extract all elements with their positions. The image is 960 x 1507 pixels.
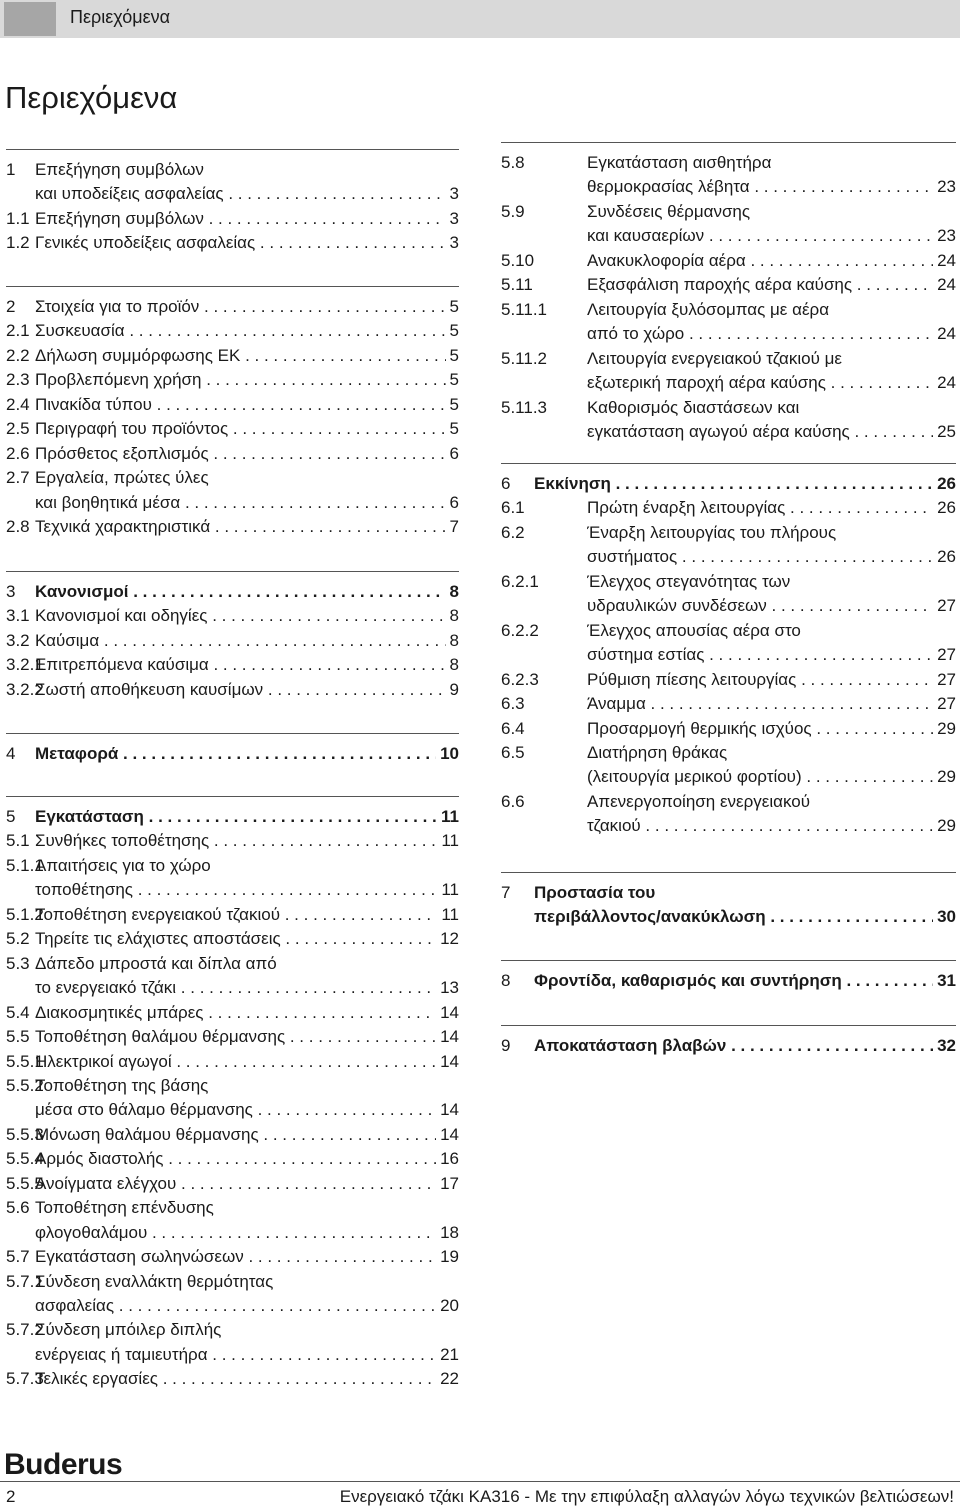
toc-entry-title: Περιγραφή του προϊόντος . . . (35, 418, 459, 440)
toc-entry-number: 2 (6, 297, 16, 316)
toc-entry-title: Ρύθμιση πίεσης λειτουργίας . . . (587, 669, 956, 691)
toc-entry-title: εγκατάσταση αγωγού αέρα καύσης . . . (587, 421, 956, 443)
toc-entry-title: Στοιχεία για το προϊόν . . . (35, 296, 459, 318)
toc-entry-title: Επεξήγηση συμβόλων . . . (35, 208, 459, 230)
toc-entry-page: 14 (436, 1002, 459, 1024)
toc-entry[interactable] (6, 159, 459, 181)
toc-entry-page: 27 (933, 595, 956, 617)
toc-entry-title: και υποδείξεις ασφαλείας . . . (35, 183, 459, 205)
toc-entry-title: τζακιού . . . (587, 815, 956, 837)
toc-entry[interactable] (501, 176, 956, 198)
toc-entry-number: 5.5.2 (6, 1075, 44, 1095)
toc-entry[interactable] (6, 1124, 459, 1146)
toc-entry[interactable] (501, 620, 956, 642)
toc-entry-page: 11 (437, 806, 459, 828)
toc-entry[interactable] (6, 320, 459, 342)
toc-entry-page: 14 (436, 1099, 459, 1121)
toc-entry-number: 2.5 (6, 419, 30, 439)
toc-entry[interactable] (501, 815, 956, 837)
toc-entry-number: 5.7 (6, 1247, 30, 1267)
toc-entry[interactable] (501, 791, 956, 813)
toc-entry[interactable] (6, 208, 459, 230)
toc-entry[interactable] (6, 1002, 459, 1024)
toc-entry-title: Εγκατάσταση αισθητήρα (587, 153, 772, 172)
toc-entry-title: Διακοσμητικές μπάρες . . . (35, 1002, 459, 1024)
toc-entry-title: Ανακυκλοφορία αέρα . . . (587, 250, 956, 272)
toc-entry[interactable] (6, 1222, 459, 1244)
toc-entry-number: 2.2 (6, 345, 30, 365)
toc-entry-title: Πρώτη έναρξη λειτουργίας . . . (587, 497, 956, 519)
toc-entry-number: 5.2 (6, 929, 30, 949)
toc-entry-title: Δήλωση συμμόρφωσης ΕΚ . . . (35, 345, 459, 367)
section-divider (6, 571, 459, 572)
toc-entry-title: Συνδέσεις θέρμανσης (587, 201, 751, 221)
toc-entry-page: 8 (446, 581, 459, 603)
toc-entry-title: Επεξήγηση συμβόλων (35, 160, 204, 179)
toc-entry[interactable] (6, 369, 459, 391)
toc-entry[interactable] (6, 232, 459, 254)
toc-entry-title: (λειτουργία μερικού φορτίου) . . . (587, 766, 956, 788)
toc-entry-page: 27 (933, 669, 956, 691)
toc-entry-page: 29 (933, 718, 956, 740)
header-title: Περιεχόμενα (70, 7, 171, 27)
toc-entry-title: Επιτρεπόμενα καύσιμα . . . (35, 654, 459, 676)
toc-entry-page: 5 (446, 369, 459, 391)
toc-entry-page: 26 (933, 546, 956, 568)
toc-entry-title: Έλεγχος στεγανότητας των (587, 571, 791, 591)
toc-entry[interactable] (501, 201, 956, 223)
toc-entry[interactable] (6, 1051, 459, 1073)
toc-entry-number: 2.1 (6, 321, 30, 341)
toc-entry-number: 4 (6, 744, 16, 763)
toc-entry[interactable] (6, 581, 459, 603)
section-divider (6, 149, 459, 150)
toc-entry-page: 12 (436, 928, 459, 950)
toc-entry[interactable] (6, 605, 459, 627)
toc-entry-number: 5.1.1 (6, 855, 44, 875)
toc-entry-number: 2.7 (6, 468, 30, 488)
toc-entry-title: Πρόσθετος εξοπλισμός . . . (35, 443, 459, 465)
toc-entry-page: 32 (933, 1035, 956, 1057)
toc-entry[interactable] (501, 571, 956, 593)
toc-entry-page: 16 (436, 1148, 459, 1170)
toc-entry[interactable] (501, 906, 956, 928)
toc-entry[interactable] (6, 1319, 459, 1341)
toc-entry[interactable] (6, 516, 459, 538)
toc-entry-title: Λειτουργία ξυλόσομπας με αέρα (587, 299, 830, 319)
toc-entry-number: 5.8 (501, 153, 525, 172)
toc-entry-page: 21 (436, 1344, 459, 1366)
toc-entry[interactable] (6, 806, 459, 828)
toc-entry-title: Προσαρμογή θερμικής ισχύος . . . (587, 718, 956, 740)
toc-entry-title: Σύνδεση μπόιλερ διπλής (35, 1320, 222, 1340)
toc-entry-title: και καυσαερίων . . . (587, 225, 956, 247)
toc-entry[interactable] (501, 323, 956, 345)
toc-entry-page: 5 (446, 394, 459, 416)
toc-entry-page: 27 (933, 644, 956, 666)
toc-entry-page: 23 (933, 176, 956, 198)
toc-entry-title: Σωστή αποθήκευση καυσίμων . . . (35, 679, 459, 701)
toc-entry-page: 24 (933, 274, 956, 296)
footer-page-number: 2 (6, 1487, 16, 1506)
toc-entry-page: 30 (933, 906, 956, 928)
toc-entry[interactable] (6, 630, 459, 652)
toc-entry[interactable] (6, 743, 459, 765)
toc-entry-title: σύστημα εστίας . . . (587, 644, 956, 666)
toc-entry-number: 6 (501, 474, 511, 493)
header-bar (0, 0, 960, 38)
toc-entry-title: Καύσιμα . . . (35, 630, 459, 652)
toc-entry[interactable] (6, 1246, 459, 1268)
toc-entry-page: 6 (446, 492, 459, 514)
toc-entry-page: 24 (933, 250, 956, 272)
toc-entry[interactable] (6, 879, 459, 901)
toc-entry-number: 6.4 (501, 718, 525, 738)
toc-entry-title: και βοηθητικά μέσα . . . (35, 492, 459, 514)
section-divider (501, 960, 956, 961)
toc-entry[interactable] (501, 225, 956, 247)
toc-entry-number: 6.3 (501, 694, 525, 714)
toc-entry-page: 5 (446, 296, 459, 318)
toc-entry-page: 11 (437, 904, 459, 926)
toc-entry-title: θερμοκρασίας λέβητα . . . (587, 176, 956, 198)
header-marker (4, 2, 56, 36)
toc-entry-title: Λειτουργία ενεργειακού τζακιού με (587, 348, 842, 368)
toc-entry-page: 11 (437, 879, 459, 901)
toc-entry[interactable] (6, 977, 459, 999)
toc-entry[interactable] (501, 882, 956, 904)
toc-entry-title: Συσκευασία . . . (35, 320, 459, 342)
toc-entry-title: ασφαλείας . . . (35, 1295, 459, 1317)
toc-entry-title: Τοποθέτηση ενεργειακού τζακιού . . . (35, 904, 459, 926)
toc-entry-number: 9 (501, 1036, 511, 1055)
toc-entry-page: 24 (933, 323, 956, 345)
toc-entry-page: 14 (436, 1051, 459, 1073)
toc-entry-page: 31 (933, 970, 956, 992)
toc-entry-number: 5.7.2 (6, 1320, 44, 1340)
section-divider (501, 1025, 956, 1026)
toc-entry[interactable] (6, 855, 459, 877)
toc-entry-title: Έναρξη λειτουργίας του πλήρους (587, 522, 837, 542)
toc-entry-number: 2.4 (6, 394, 30, 414)
toc-entry[interactable] (501, 250, 956, 272)
toc-entry-title: Αποκατάσταση βλαβών . . . (534, 1035, 956, 1057)
section-divider (6, 733, 459, 734)
toc-entry-number: 3.1 (6, 606, 30, 626)
toc-entry-page: 8 (446, 654, 459, 676)
toc-entry[interactable] (6, 1099, 459, 1121)
toc-entry-page: 20 (436, 1295, 459, 1317)
toc-entry-title: Τοποθέτηση θαλάμου θέρμανσης . . . (35, 1026, 459, 1048)
toc-entry-title: Εργαλεία, πρώτες ύλες (35, 468, 209, 488)
toc-entry[interactable] (501, 421, 956, 443)
toc-entry-number: 6.6 (501, 791, 525, 811)
toc-entry-page: 26 (933, 473, 956, 495)
toc-entry-number: 2.3 (6, 370, 30, 390)
section-divider (6, 796, 459, 797)
toc-entry[interactable] (501, 473, 956, 495)
toc-entry[interactable] (6, 1197, 459, 1219)
toc-entry-title: από το χώρο . . . (587, 323, 956, 345)
toc-entry-page: 10 (436, 743, 459, 765)
toc-entry-number: 5.11.2 (501, 348, 548, 368)
toc-entry-title: Απενεργοποίηση ενεργειακού (587, 791, 811, 811)
toc-entry-page: 19 (436, 1246, 459, 1268)
toc-entry-number: 6.1 (501, 498, 525, 518)
toc-entry[interactable] (6, 467, 459, 489)
toc-entry-title: Ανοίγματα ελέγχου . . . (35, 1173, 459, 1195)
toc-entry[interactable] (501, 546, 956, 568)
toc-entry-number: 3.2.2 (6, 679, 44, 699)
toc-entry[interactable] (6, 953, 459, 975)
toc-entry-title: Τελικές εργασίες . . . (35, 1368, 459, 1390)
toc-entry-title: Μεταφορά . . . (35, 743, 459, 765)
toc-entry-page: 26 (933, 497, 956, 519)
toc-entry-title: Άναμμα . . . (587, 693, 956, 715)
toc-entry-title: Εξασφάλιση παροχής αέρα καύσης . . . (587, 274, 956, 296)
toc-entry-number: 5 (6, 807, 16, 826)
toc-entry-number: 3.2.1 (6, 655, 44, 675)
toc-entry-page: 9 (446, 679, 459, 701)
toc-entry[interactable] (6, 904, 459, 926)
toc-entry[interactable] (501, 522, 956, 544)
toc-entry-number: 6.2.1 (501, 571, 539, 591)
toc-entry-title: μέσα στο θάλαμο θέρμανσης . . . (35, 1099, 459, 1121)
footer-divider (0, 1481, 960, 1482)
toc-entry[interactable] (501, 970, 956, 992)
toc-entry-number: 5.5.5 (6, 1173, 44, 1193)
toc-entry-page: 17 (436, 1173, 459, 1195)
toc-entry[interactable] (6, 418, 459, 440)
toc-entry-title: υδραυλικών συνδέσεων . . . (587, 595, 956, 617)
toc-entry[interactable] (6, 654, 459, 676)
toc-entry-title: Κανονισμοί και οδηγίες . . . (35, 605, 459, 627)
toc-entry-title: Κανονισμοί . . . (35, 581, 459, 603)
toc-entry-page: 3 (446, 208, 459, 230)
toc-entry-number: 5.11 (501, 275, 533, 295)
toc-entry-page: 13 (436, 977, 459, 999)
toc-entry-number: 5.10 (501, 250, 535, 270)
toc-entry-page: 14 (436, 1124, 459, 1146)
toc-entry[interactable] (6, 394, 459, 416)
toc-entry-page: 5 (446, 320, 459, 342)
toc-entry[interactable] (501, 372, 956, 394)
toc-entry-title: το ενεργειακό τζάκι . . . (35, 977, 459, 999)
toc-entry[interactable] (501, 595, 956, 617)
toc-entry-page: 22 (436, 1368, 459, 1390)
section-divider (501, 463, 956, 464)
toc-entry-title: Προβλεπόμενη χρήση . . . (35, 369, 459, 391)
toc-entry-page: 3 (446, 232, 459, 254)
toc-entry-title: Εγκατάσταση σωληνώσεων . . . (35, 1246, 459, 1268)
toc-entry[interactable] (501, 397, 956, 419)
toc-entry[interactable] (6, 1368, 459, 1390)
toc-entry[interactable] (6, 183, 459, 205)
toc-entry-title: Απαιτήσεις για το χώρο (35, 855, 211, 875)
toc-entry-title: Εκκίνηση . . . (534, 473, 956, 495)
toc-entry-title: ενέργειας ή ταμιευτήρα . . . (35, 1344, 459, 1366)
toc-entry-page: 8 (446, 630, 459, 652)
toc-entry-title: Καθορισμός διαστάσεων και (587, 397, 800, 417)
toc-entry-number: 1.1 (6, 208, 30, 228)
footer-disclaimer: Ενεργειακό τζάκι KA316 - Με την επιφύλαξη αλλαγών λόγω τεχνικών βελτιώσεων! (339, 1487, 954, 1506)
toc-entry[interactable] (6, 679, 459, 701)
toc-entry-title: Ηλεκτρικοί αγωγοί . . . (35, 1051, 459, 1073)
toc-entry-title: Δάπεδο μπροστά και δίπλα από (35, 953, 277, 973)
toc-entry[interactable] (6, 1173, 459, 1195)
toc-entry-number: 8 (501, 971, 511, 990)
toc-entry-number: 5.6 (6, 1198, 30, 1218)
toc-entry[interactable] (501, 152, 956, 174)
section-divider (501, 142, 956, 143)
toc-entry-page: 7 (446, 516, 459, 538)
toc-entry-title: Τοποθέτηση επένδυσης (35, 1198, 214, 1218)
toc-entry-title: Αρμός διαστολής . . . (35, 1148, 459, 1170)
toc-entry[interactable] (501, 497, 956, 519)
toc-entry-title: περιβάλλοντος/ανακύκλωση . . . (534, 906, 956, 928)
toc-entry-title: Έλεγχος απουσίας αέρα στο (587, 620, 801, 640)
toc-entry-title: Τεχνικά χαρακτηριστικά . . . (35, 516, 459, 538)
toc-entry-title: τοποθέτησης . . . (35, 879, 459, 901)
toc-entry-number: 2.8 (6, 517, 30, 537)
toc-entry-page: 29 (933, 766, 956, 788)
toc-entry-title: Φροντίδα, καθαρισμός και συντήρηση . . . (534, 970, 956, 992)
page-title: Περιεχόμενα (5, 80, 178, 115)
toc-entry[interactable] (6, 1271, 459, 1293)
toc-entry-number: 5.4 (6, 1002, 30, 1022)
buderus-logo: Buderus (4, 1448, 123, 1481)
section-divider (501, 872, 956, 873)
toc-entry-title: Τοποθέτηση της βάσης (35, 1075, 209, 1095)
toc-entry-title: φλογοθαλάμου . . . (35, 1222, 459, 1244)
toc-entry-page: 25 (933, 421, 956, 443)
toc-entry[interactable] (501, 348, 956, 370)
toc-entry-title: συστήματος . . . (587, 546, 956, 568)
toc-entry-number: 1 (6, 160, 16, 179)
toc-entry-title: Προστασία του (534, 883, 656, 902)
toc-entry-page: 6 (446, 443, 459, 465)
toc-entry-title: Συνθήκες τοποθέτησης . . . (35, 830, 459, 852)
toc-entry-page: 3 (446, 183, 459, 205)
toc-entry-number: 3 (6, 582, 16, 601)
toc-entry-title: Σύνδεση εναλλάκτη θερμότητας (35, 1271, 274, 1291)
toc-entry-number: 7 (501, 883, 511, 902)
toc-entry-title: Τηρείτε τις ελάχιστες αποστάσεις . . . (35, 928, 459, 950)
toc-entry-number: 5.7.3 (6, 1369, 44, 1389)
toc-entry-page: 23 (933, 225, 956, 247)
toc-entry-number: 6.5 (501, 742, 525, 762)
toc-entry-number: 5.11.3 (501, 397, 548, 417)
toc-entry-number: 5.9 (501, 201, 525, 221)
toc-entry[interactable] (501, 693, 956, 715)
toc-entry-page: 18 (436, 1222, 459, 1244)
toc-entry[interactable] (6, 1344, 459, 1366)
toc-entry-number: 5.3 (6, 953, 30, 973)
toc-entry[interactable] (6, 1295, 459, 1317)
toc-entry-number: 5.5.1 (6, 1051, 44, 1071)
toc-entry-number: 5.1 (6, 831, 30, 851)
toc-entry[interactable] (501, 718, 956, 740)
toc-entry-title: Πινακίδα τύπου . . . (35, 394, 459, 416)
toc-entry-title: Εγκατάσταση . . . (35, 806, 459, 828)
toc-entry-title: εξωτερική παροχή αέρα καύσης . . . (587, 372, 956, 394)
toc-entry[interactable] (501, 766, 956, 788)
toc-entry[interactable] (501, 1035, 956, 1057)
toc-entry[interactable] (501, 644, 956, 666)
toc-entry-number: 5.5.4 (6, 1149, 44, 1169)
toc-entry-number: 6.2.2 (501, 620, 539, 640)
toc-entry[interactable] (6, 928, 459, 950)
toc-entry-number: 6.2 (501, 522, 525, 542)
toc-entry-page: 8 (446, 605, 459, 627)
toc-entry[interactable] (501, 299, 956, 321)
toc-entry-page: 24 (933, 372, 956, 394)
toc-entry[interactable] (6, 1026, 459, 1048)
toc-entry[interactable] (6, 345, 459, 367)
toc-entry[interactable] (501, 742, 956, 764)
toc-entry-title: Γενικές υποδείξεις ασφαλείας . . . (35, 232, 459, 254)
toc-entry-number: 3.2 (6, 630, 30, 650)
section-divider (6, 286, 459, 287)
toc-entry-number: 5.11.1 (501, 299, 548, 319)
toc-entry-page: 11 (437, 830, 459, 852)
toc-entry-page: 5 (446, 418, 459, 440)
toc-entry-page: 14 (436, 1026, 459, 1048)
toc-entry[interactable] (6, 1148, 459, 1170)
toc-entry[interactable] (501, 669, 956, 691)
toc-entry-number: 5.7.1 (6, 1271, 44, 1291)
toc-entry[interactable] (6, 830, 459, 852)
toc-entry-title: Διατήρηση θράκας (587, 742, 728, 762)
toc-entry-page: 5 (446, 345, 459, 367)
toc-entry[interactable] (6, 492, 459, 514)
toc-entry[interactable] (6, 296, 459, 318)
toc-entry[interactable] (6, 443, 459, 465)
toc-entry-number: 2.6 (6, 443, 30, 463)
toc-entry-title: Μόνωση θαλάμου θέρμανσης . . . (35, 1124, 459, 1146)
toc-entry-number: 1.2 (6, 233, 30, 253)
toc-entry-number: 5.1.2 (6, 904, 44, 924)
toc-entry-page: 29 (933, 815, 956, 837)
toc-entry-number: 5.5 (6, 1027, 30, 1047)
toc-entry[interactable] (501, 274, 956, 296)
toc-entry-page: 27 (933, 693, 956, 715)
toc-entry-number: 5.5.3 (6, 1124, 44, 1144)
toc-entry-number: 6.2.3 (501, 669, 539, 689)
toc-entry[interactable] (6, 1075, 459, 1097)
